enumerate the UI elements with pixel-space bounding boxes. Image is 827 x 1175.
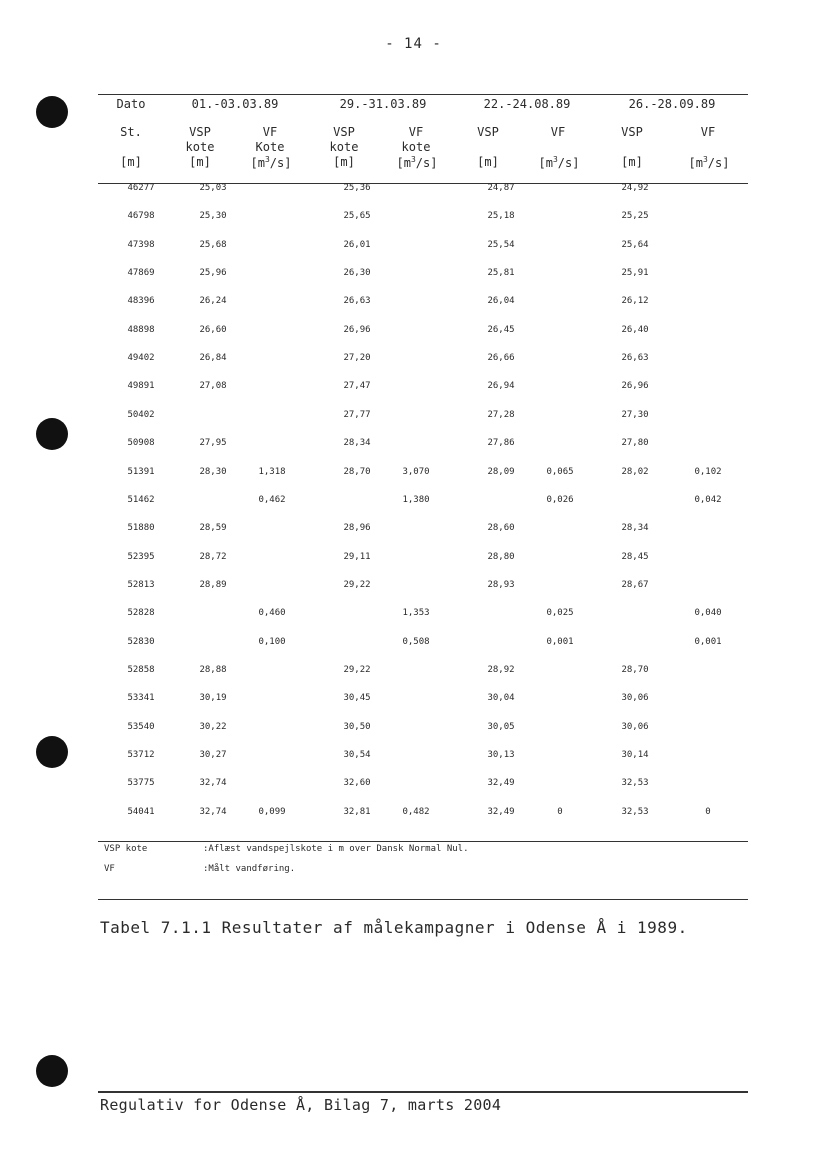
cell-station: 54041	[127, 807, 155, 817]
punch-hole-1	[36, 96, 68, 128]
header-date-4: 26.-28.09.89	[628, 97, 716, 111]
cell-vsp-2: 26,01	[343, 240, 371, 250]
header-kote-1: kote	[185, 140, 215, 154]
cell-vsp-4: 26,63	[621, 353, 649, 363]
header-kote-2: kote	[329, 140, 359, 154]
cell-vsp-1: 25,30	[199, 211, 227, 221]
cell-vf-2: 0,508	[402, 637, 430, 647]
header-unit-vf-2: $[m^3/s]$	[396, 155, 438, 170]
cell-vsp-3: 27,28	[487, 410, 515, 420]
cell-vsp-1: 28,72	[199, 552, 227, 562]
table-caption: Tabel 7.1.1 Resultater af målekampagner i Odense Å i 1989.	[100, 918, 688, 937]
cell-vsp-3: 28,80	[487, 552, 515, 562]
cell-vsp-4: 30,14	[621, 750, 649, 760]
cell-vsp-4: 27,30	[621, 410, 649, 420]
cell-station: 52830	[127, 637, 155, 647]
caption-rule	[98, 899, 748, 900]
cell-station: 52858	[127, 665, 155, 675]
legend-text-vf: :Målt vandføring.	[203, 864, 296, 874]
cell-vsp-3: 25,54	[487, 240, 515, 250]
cell-vsp-2: 26,30	[343, 268, 371, 278]
header-vsp-1: VSP	[189, 125, 211, 139]
header-date-3: 22.-24.08.89	[483, 97, 571, 111]
legend-text-vsp: :Aflæst vandspejlskote i m over Dansk Normal Nul.	[203, 844, 469, 854]
cell-vsp-4: 26,96	[621, 381, 649, 391]
cell-vsp-1: 27,08	[199, 381, 227, 391]
cell-vsp-3: 28,09	[487, 467, 515, 477]
header-dato: Dato	[116, 97, 146, 111]
cell-vsp-3: 25,81	[487, 268, 515, 278]
cell-vf-4: 0,040	[694, 608, 722, 618]
header-vf-3: VF	[550, 125, 566, 139]
cell-station: 51462	[127, 495, 155, 505]
cell-vsp-1: 30,27	[199, 750, 227, 760]
cell-vsp-1: 25,68	[199, 240, 227, 250]
cell-vsp-1: 26,60	[199, 325, 227, 335]
cell-vsp-2: 27,77	[343, 410, 371, 420]
cell-vsp-2: 30,45	[343, 693, 371, 703]
page-number: - 14 -	[385, 36, 442, 52]
cell-vsp-4: 26,40	[621, 325, 649, 335]
cell-vf-1: 0,099	[258, 807, 286, 817]
cell-vsp-4: 26,12	[621, 296, 649, 306]
cell-vsp-3: 26,94	[487, 381, 515, 391]
legend-abbr-vf: VF	[104, 864, 115, 874]
cell-vsp-4: 28,70	[621, 665, 649, 675]
cell-vsp-1: 27,95	[199, 438, 227, 448]
cell-vsp-2: 27,20	[343, 353, 371, 363]
cell-vf-2: 1,353	[402, 608, 430, 618]
cell-vsp-2: 30,50	[343, 722, 371, 732]
table-top-rule	[98, 94, 748, 95]
cell-vf-1: 0,460	[258, 608, 286, 618]
cell-vsp-2: 28,70	[343, 467, 371, 477]
cell-vf-2: 0,482	[402, 807, 430, 817]
footer-rule	[98, 1091, 748, 1093]
cell-vsp-3: 30,04	[487, 693, 515, 703]
cell-vsp-1: 25,96	[199, 268, 227, 278]
header-date-2: 29.-31.03.89	[339, 97, 427, 111]
header-vf-1: VF	[262, 125, 278, 139]
cell-vf-1: 1,318	[258, 467, 286, 477]
header-unit-vf-1: $[m^3/s]$	[250, 155, 292, 170]
header-kote-vf-1: Kote	[255, 140, 285, 154]
cell-vsp-3: 30,05	[487, 722, 515, 732]
cell-vf-4: 0	[705, 807, 711, 817]
cell-vsp-4: 25,64	[621, 240, 649, 250]
cell-station: 48396	[127, 296, 155, 306]
cell-station: 51880	[127, 523, 155, 533]
cell-vsp-1: 28,30	[199, 467, 227, 477]
cell-vsp-2: 29,22	[343, 665, 371, 675]
cell-station: 46798	[127, 211, 155, 221]
header-vsp-2: VSP	[333, 125, 355, 139]
cell-vsp-2: 28,34	[343, 438, 371, 448]
cell-vf-2: 3,070	[402, 467, 430, 477]
cell-vf-1: 0,100	[258, 637, 286, 647]
cell-vsp-2: 32,81	[343, 807, 371, 817]
cell-station: 47869	[127, 268, 155, 278]
cell-station: 49891	[127, 381, 155, 391]
cell-station: 53341	[127, 693, 155, 703]
cell-vsp-1: 30,22	[199, 722, 227, 732]
cell-vsp-1: 30,19	[199, 693, 227, 703]
cell-station: 50402	[127, 410, 155, 420]
cell-vf-2: 1,380	[402, 495, 430, 505]
cell-vf-4: 0,042	[694, 495, 722, 505]
cell-vsp-2: 25,65	[343, 211, 371, 221]
header-unit-vf-3: $[m^3/s]$	[538, 155, 580, 170]
cell-vsp-2: 28,96	[343, 523, 371, 533]
header-vsp-3: VSP	[477, 125, 499, 139]
header-vf-4: VF	[700, 125, 716, 139]
cell-vsp-4: 32,53	[621, 807, 649, 817]
legend-abbr-vsp: VSP kote	[104, 844, 148, 854]
cell-vsp-3: 27,86	[487, 438, 515, 448]
cell-station: 52395	[127, 552, 155, 562]
cell-vsp-3: 32,49	[487, 807, 515, 817]
cell-vsp-4: 27,80	[621, 438, 649, 448]
cell-vsp-4: 28,02	[621, 467, 649, 477]
cell-vf-4: 0,102	[694, 467, 722, 477]
cell-vf-3: 0,065	[546, 467, 574, 477]
header-st: St.	[120, 125, 142, 139]
header-st-unit: [m]	[120, 155, 142, 169]
cell-vsp-2: 26,63	[343, 296, 371, 306]
header-vsp-4: VSP	[621, 125, 643, 139]
cell-vf-3: 0,026	[546, 495, 574, 505]
header-unit-vsp-3: [m]	[477, 155, 499, 169]
cell-vsp-2: 26,96	[343, 325, 371, 335]
cell-vsp-3: 28,92	[487, 665, 515, 675]
cell-vsp-4: 24,92	[621, 183, 649, 193]
cell-vsp-2: 30,54	[343, 750, 371, 760]
cell-vsp-3: 24,87	[487, 183, 515, 193]
cell-vsp-1: 32,74	[199, 807, 227, 817]
cell-vsp-1: 28,89	[199, 580, 227, 590]
cell-vsp-3: 28,60	[487, 523, 515, 533]
page-footer: Regulativ for Odense Å, Bilag 7, marts 2004	[100, 1096, 502, 1114]
cell-vsp-4: 30,06	[621, 693, 649, 703]
cell-vsp-1: 28,88	[199, 665, 227, 675]
punch-hole-2	[36, 418, 68, 450]
header-unit-vsp-4: [m]	[621, 155, 643, 169]
cell-vsp-2: 29,11	[343, 552, 371, 562]
cell-vsp-4: 28,67	[621, 580, 649, 590]
cell-vsp-1: 28,59	[199, 523, 227, 533]
cell-station: 51391	[127, 467, 155, 477]
cell-vsp-1: 26,24	[199, 296, 227, 306]
cell-vsp-2: 25,36	[343, 183, 371, 193]
cell-station: 53775	[127, 778, 155, 788]
cell-vsp-3: 32,49	[487, 778, 515, 788]
cell-vsp-3: 25,18	[487, 211, 515, 221]
cell-vsp-2: 27,47	[343, 381, 371, 391]
cell-station: 49402	[127, 353, 155, 363]
cell-vsp-4: 28,45	[621, 552, 649, 562]
cell-vf-3: 0	[557, 807, 563, 817]
cell-vsp-1: 32,74	[199, 778, 227, 788]
cell-vsp-3: 28,93	[487, 580, 515, 590]
cell-station: 48898	[127, 325, 155, 335]
table-bottom-rule	[98, 841, 748, 842]
cell-station: 52828	[127, 608, 155, 618]
cell-station: 53712	[127, 750, 155, 760]
cell-station: 47398	[127, 240, 155, 250]
cell-vf-3: 0,001	[546, 637, 574, 647]
punch-hole-4	[36, 1055, 68, 1087]
cell-vsp-3: 30,13	[487, 750, 515, 760]
cell-vsp-3: 26,04	[487, 296, 515, 306]
punch-hole-3	[36, 736, 68, 768]
cell-vsp-1: 26,84	[199, 353, 227, 363]
cell-station: 52813	[127, 580, 155, 590]
cell-vsp-1: 25,03	[199, 183, 227, 193]
header-unit-vf-4: $[m^3/s]$	[688, 155, 730, 170]
header-date-1: 01.-03.03.89	[191, 97, 279, 111]
cell-vsp-2: 32,60	[343, 778, 371, 788]
header-unit-vsp-2: [m]	[333, 155, 355, 169]
cell-vsp-2: 29,22	[343, 580, 371, 590]
cell-vsp-4: 32,53	[621, 778, 649, 788]
cell-station: 53540	[127, 722, 155, 732]
cell-vsp-3: 26,66	[487, 353, 515, 363]
cell-vsp-4: 30,06	[621, 722, 649, 732]
cell-station: 46277	[127, 183, 155, 193]
cell-vsp-4: 25,91	[621, 268, 649, 278]
cell-vsp-3: 26,45	[487, 325, 515, 335]
header-unit-vsp-1: [m]	[189, 155, 211, 169]
header-kote-vf-2: kote	[401, 140, 431, 154]
header-vf-2: VF	[408, 125, 424, 139]
cell-vf-1: 0,462	[258, 495, 286, 505]
cell-vf-4: 0,001	[694, 637, 722, 647]
cell-vf-3: 0,025	[546, 608, 574, 618]
cell-vsp-4: 28,34	[621, 523, 649, 533]
cell-station: 50908	[127, 438, 155, 448]
cell-vsp-4: 25,25	[621, 211, 649, 221]
